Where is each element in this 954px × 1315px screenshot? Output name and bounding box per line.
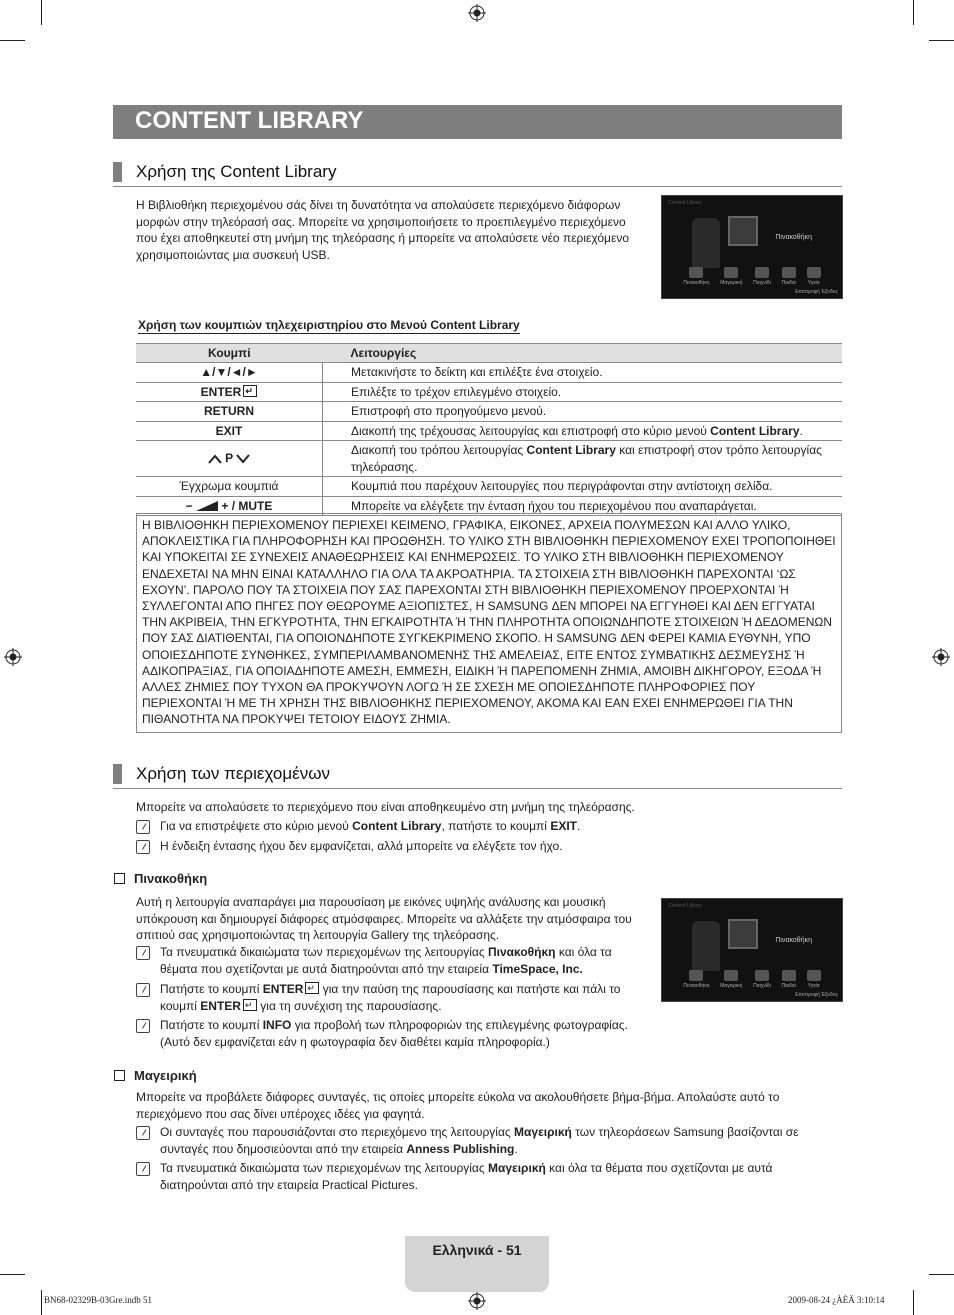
text-line: Αυτή η λειτουργία αναπαράγει μια παρουσίαση με εικόνες υψηλής ανάλυσης και μουσική xyxy=(136,895,606,909)
tv-footer: Επιστροφή Έξοδος xyxy=(795,992,838,998)
note: Πατήστε το κουμπί ENTER↵ για την παύση της παρουσίασης και πατήστε και πάλι το κουμπί ENTER↵ για τη συνέχιση της παρουσίασης. xyxy=(160,981,620,1014)
checkbox-bullet-icon xyxy=(114,1070,125,1081)
function-cell: Επιλέξτε το τρέχον επιλεγμένο στοιχείο. xyxy=(323,382,843,402)
tv-caption: Πινακοθήκη xyxy=(775,937,812,944)
tv-menu-bar xyxy=(662,266,842,286)
tv-menu-item: Μαγειρική xyxy=(720,267,742,286)
table-row xyxy=(136,363,842,383)
picture-frame-image xyxy=(728,919,758,949)
button-cell: − + / MUTE xyxy=(136,496,323,516)
chevron-down-icon xyxy=(236,454,250,464)
page-title-bar xyxy=(113,105,842,139)
plus-icon: + xyxy=(221,498,229,513)
tv-menu-item: Πινακοθήκη xyxy=(683,970,709,989)
table-row xyxy=(136,477,842,497)
table-row xyxy=(136,421,842,441)
note-icon xyxy=(136,1126,150,1140)
crop-mark xyxy=(0,1274,25,1275)
tv-menu-item: Υγεία xyxy=(807,267,821,286)
chair-image xyxy=(692,218,720,268)
button-cell: P xyxy=(136,441,323,477)
minus-icon: − xyxy=(185,498,193,513)
note-icon xyxy=(136,946,150,960)
tv-menu-item: Πινακοθήκη xyxy=(683,267,709,286)
tv-menu-item: Υγεία xyxy=(807,970,821,989)
table-header-row xyxy=(136,344,842,363)
note-icon xyxy=(136,1162,150,1176)
note: Τα πνευματικά δικαιώματα των περιεχομένων της λειτουργίας Πινακοθήκη και όλα τα θέματα που σχετίζονται με αυτά διατηρούνται από την εταιρεία TimeSpace, Inc. xyxy=(160,944,612,977)
function-cell: Διακοπή της τρέχουσας λειτουργίας και επιστροφή στο κύριο μενού Content Library. xyxy=(323,421,843,441)
note: Για να επιστρέψετε στο κύριο μενού Content Library, πατήστε το κουμπί EXIT. xyxy=(160,818,580,835)
tv-menu-item: Παιχνίδι xyxy=(753,267,771,286)
button-cell: ▲/▼/◄/► xyxy=(136,363,323,383)
note-icon xyxy=(136,820,150,834)
tv-screenshot xyxy=(661,195,843,299)
tv-top-label: Content Library xyxy=(668,200,703,206)
tv-menu-item: Μαγειρική xyxy=(720,970,742,989)
page-title: CONTENT LIBRARY xyxy=(135,107,364,134)
note: Τα πνευματικά δικαιώματα των περιεχομένων της λειτουργίας Μαγειρική και όλα τα θέματα που σχετίζονται με αυτά διατηρούνται από την εταιρεία Practical Pictures. xyxy=(160,1160,772,1193)
chevron-up-icon xyxy=(208,454,222,464)
col-function-header: Λειτουργίες xyxy=(323,344,843,363)
section-heading-text: Χρήση των περιεχομένων xyxy=(136,764,331,783)
col-button-header: Κουμπί xyxy=(136,344,323,363)
text-line: περιεχόμενο που σας δίνει υπέροχες ιδέες για φαγητά. xyxy=(136,1106,425,1121)
function-cell: Μετακινήστε το δείκτη και επιλέξτε ένα στοιχείο. xyxy=(323,363,843,383)
tv-top-label: Content Library xyxy=(668,903,703,909)
function-cell: Μπορείτε να ελέγξετε την ένταση ήχου του περιεχομένου που αναπαράγεται. xyxy=(323,496,843,516)
intro-paragraph xyxy=(136,197,656,263)
imprint-file: BN68-02329B-03Gre.indb 51 xyxy=(44,1295,152,1305)
note-icon xyxy=(136,840,150,854)
keys-subheading: Χρήση των κουμπιών τηλεχειριστηρίου στο Μενού Content Library xyxy=(138,318,520,332)
note: Πατήστε το κουμπί INFO για προβολή των πληροφοριών της επιλεγμένης φωτογραφίας. (Αυτό δεν εμφανίζεται εάν η φωτογραφία δεν διαθέτει καμία πληροφορία.) xyxy=(160,1017,628,1050)
button-cell: RETURN xyxy=(136,402,323,422)
section-heading-text: Χρήση της Content Library xyxy=(136,162,337,181)
note-icon xyxy=(136,983,150,997)
function-cell: Κουμπιά που παρέχουν λειτουργίες που περιγράφονται στην αντίστοιχη σελίδα. xyxy=(323,477,843,497)
table-row xyxy=(136,402,842,422)
disclaimer-box: Η ΒΙΒΛΙΟΘΗΚΗ ΠΕΡΙΕΧΟΜΕΝΟΥ ΠΕΡΙΕΧΕΙ ΚΕΙΜΕΝΟ, ΓΡΑΦΙΚΑ, ΕΙΚΟΝΕΣ, ΑΡΧΕΙΑ ΠΟΛΥΜΕΣΩΝ ΚΑΙ ΑΛΛΟ ΥΛΙΚΟ, ΑΠΟΚΛΕΙΣΤΙΚΑ ΓΙΑ ΠΛΗΡΟΦΟΡΗΣΗ ΚΑΙ ΠΡΟΩΘΗΣΗ. ΤΟ ΥΛΙΚΟ ΣΤΗ ΒΙΒΛΙΟΘΗΚΗ ΠΕΡΙΕΧΟΜΕΝΟΥ ΕΧΕΙ ΤΡΟΠΟΠΟΙΗΘΕΙ ΚΑΙ ΥΠΟΚΕΙΤΑΙ ΣΕ ΣΥΝΕΧΕΙΣ ΑΝΑΘΕΩΡΗΣΕΙΣ ΚΑΙ ΕΝΗΜΕΡΩΣΕΙΣ. ΤΟ ΥΛΙΚΟ ΣΤΗ ΒΙΒΛΙΟΘΗΚΗ ΠΕΡΙΕΧΟΜΕΝΟΥ ΕΝΔΕΧΕΤΑΙ ΝΑ ΜΗΝ ΕΙΝΑΙ ΚΑΤΑΛΛΗΛΟ ΓΙΑ ΟΛΑ ΤΑ ΑΚΡΟΑΤΗΡΙΑ. ΤΑ ΣΤΟΙΧΕΙΑ ΣΤΗ ΒΙΒΛΙΟΘΗΚΗ ΠΑΡΕΧΟΝΤΑΙ ‘ΩΣ ΕΧΟΥΝ’. ΠΑΡΟΛΟ ΠΟΥ ΤΑ ΣΤΟΙΧΕΙΑ ΠΟΥ ΣΑΣ ΠΑΡΕΧΟΝΤΑΙ ΣΤΗ ΒΙΒΛΙΟΘΗΚΗ ΠΕΡΙΕΧΟΜΕΝΟΥ ΠΡΟΕΡΧΟΝΤΑΙ Ή ΣΥΛΛΕΓΟΝΤΑΙ ΑΠΟ ΠΗΓΕΣ ΠΟΥ ΘΕΩΡΟΥΜΕ ΑΞΙΟΠΙΣΤΕΣ, Η SAMSUNG ΔΕΝ ΜΠΟΡΕΙ ΝΑ ΕΓΓΥΗΘΕΙ ΚΑΙ ΔΕΝ ΕΓΓΥΑΤΑΙ ΤΗΝ ΑΚΡΙΒΕΙΑ, ΤΗΝ ΕΓΚΥΡΟΤΗΤΑ, ΤΗΝ ΕΓΚΑΙΡΟΤΗΤΑ Ή ΤΗΝ ΠΛΗΡΟΤΗΤΑ ΟΠΟΙΩΝΔΗΠΟΤΕ ΣΤΟΙΧΕΙΩΝ Ή ΔΕΔΟΜΕΝΩΝ ΠΟΥ ΣΑΣ ΔΙΑΤΙΘΕΝΤΑΙ, ΓΙΑ ΟΠΟΙΟΝΔΗΠΟΤΕ ΣΥΓΚΕΚΡΙΜΕΝΟ ΣΚΟΠΟ. Η SAMSUNG ΔΕΝ ΦΕΡΕΙ ΚΑΜΙΑ ΕΥΘΥΝΗ, ΥΠΟ ΟΠΟΙΕΣΔΗΠΟΤΕ ΣΥΝΘΗΚΕΣ, ΣΥΜΠΕΡΙΛΑΜΒΑΝΟΜΕΝΗΣ ΤΗΣ ΑΜΕΛΕΙΑΣ, ΕΙΤΕ ΕΝΤΟΣ ΣΥΜΒΑΤΙΚΗΣ ΔΕΣΜΕΥΣΗΣ Ή ΑΔΙΚΟΠΡΑΞΙΑΣ, ΓΙΑ ΟΠΟΙΑΔΗΠΟΤΕ ΑΜΕΣΗ, ΕΜΜΕΣΗ, ΕΙΔΙΚΗ Ή ΠΑΡΕΠΟΜΕΝΗ ΖΗΜΙΑ, ΑΜΟΙΒΗ ΔΙΚΗΓΟΡΟΥ, ΕΞΟΔΑ Ή ΑΛΛΕΣ ΖΗΜΙΕΣ ΠΟΥ ΤΥΧΟΝ ΘΑ ΠΡΟΚΥΨΟΥΝ ΛΟΓΩ Ή ΣΕ ΣΧΕΣΗ ΜΕ ΟΠΟΙΕΣΔΗΠΟΤΕ ΠΛΗΡΟΦΟΡΙΕΣ ΠΟΥ ΠΕΡΙΕΧΟΝΤΑΙ Ή ΜΕ ΤΗ ΧΡΗΣΗ ΤΗΣ ΒΙΒΛΙΟΘΗΚΗΣ ΠΕΡΙΕΧΟΜΕΝΟΥ, ΑΚΟΜΑ ΚΑΙ ΕΑΝ ΕΧΕΙ ΕΝΗΜΕΡΩΘΕΙ ΓΙΑ ΤΗΝ ΠΙΘΑΝΟΤΗΤΑ ΝΑ ΠΡΟΚΥΨΕΙ ΤΕΤΟΙΟΥ ΕΙΔΟΥΣ ΖΗΜΙΑ. xyxy=(136,513,842,733)
crop-mark xyxy=(41,0,42,25)
crop-mark xyxy=(929,40,954,41)
section-heading xyxy=(113,162,842,187)
text-line: χρησιμοποιώντας μια συσκευή USB. xyxy=(136,247,330,262)
enter-icon xyxy=(243,999,257,1011)
text-line: υπόκρουση και δημιουργεί διάφορες ατμόσφαιρες. Μπορείτε να αλλάξετε την ατμόσφαιρα του xyxy=(136,911,632,926)
crop-mark xyxy=(913,1290,914,1315)
tv-caption: Πινακοθήκη xyxy=(775,234,812,241)
picture-frame-image xyxy=(728,216,758,246)
text-line: που έχει αποθηκευτεί στη μνήμη της τηλεόρασης ή μπορείτε να απολαύσετε νέο περιεχόμενο xyxy=(136,231,629,245)
checkbox-bullet-icon xyxy=(114,873,125,884)
crop-mark xyxy=(929,1274,954,1275)
tv-menu-bar xyxy=(662,969,842,989)
volume-ramp-icon xyxy=(196,501,218,511)
tv-screenshot xyxy=(661,898,843,1002)
cooking-paragraph xyxy=(136,1089,779,1122)
function-cell: Διακοπή του τρόπου λειτουργίας Content Library και επιστροφή στον τρόπο λειτουργίας τηλεόρασης. xyxy=(323,441,843,477)
heading-marker xyxy=(113,764,122,784)
button-cell: EXIT xyxy=(136,421,323,441)
table-row xyxy=(136,441,842,477)
page-number-tab xyxy=(405,1236,549,1292)
button-cell: ENTER↵ xyxy=(136,382,323,402)
note: Η ένδειξη έντασης ήχου δεν εμφανίζεται, αλλά μπορείτε να ελέγξετε τον ήχο. xyxy=(160,838,563,855)
section2-intro: Μπορείτε να απολαύσετε το περιεχόμενο που είναι αποθηκευμένο στη μνήμη της τηλεόρασης. xyxy=(136,800,635,814)
function-cell: Επιστροφή στο προηγούμενο μενού. xyxy=(323,402,843,422)
tv-footer: Επιστροφή Έξοδος xyxy=(795,289,838,295)
section-heading xyxy=(113,764,842,789)
note-icon xyxy=(136,1019,150,1033)
registration-mark-icon xyxy=(932,648,950,666)
crop-mark xyxy=(913,0,914,25)
registration-mark-icon xyxy=(468,1292,486,1310)
text-line: Μπορείτε να προβάλετε διάφορες συνταγές, τις οποίες μπορείτε εύκολα να ακολουθήσετε βήμα-βήμα. Απολαύστε αυτό το xyxy=(136,1090,780,1104)
heading-marker xyxy=(113,162,122,182)
imprint-date: 2009-08-24 ¿ÀÈÄ 3:10:14 xyxy=(788,1295,885,1305)
bullet-heading: Μαγειρική xyxy=(114,1068,197,1083)
gallery-paragraph xyxy=(136,894,656,944)
keys-table xyxy=(136,343,842,516)
tv-menu-item: Παιδιά xyxy=(782,970,796,989)
tv-menu-item: Παιδιά xyxy=(782,267,796,286)
button-cell: Έγχρωμα κουμπιά xyxy=(136,477,323,497)
page-number: Ελληνικά - 51 xyxy=(432,1242,522,1258)
registration-mark-icon xyxy=(4,648,22,666)
text-line: Η Βιβλιοθήκη περιεχομένου σάς δίνει τη δυνατότητα να απολαύσετε περιεχόμενο διάφορων xyxy=(136,198,621,212)
enter-icon xyxy=(305,982,319,994)
note: Οι συνταγές που παρουσιάζονται στο περιεχόμενο της λειτουργίας Μαγειρική των τηλεοράσεων Samsung βασίζονται σε συνταγές που δημοσιεύονται από την εταιρεία Anness Publishing. xyxy=(160,1124,799,1157)
crop-mark xyxy=(0,40,25,41)
text-line: μορφών στην τηλεόρασή σας. Μπορείτε να χρησιμοποιήσετε το προεπιλεγμένο περιεχόμενο xyxy=(136,214,626,229)
crop-mark xyxy=(41,1290,42,1315)
text-line: σπιτιού σας χρησιμοποιώντας τη λειτουργία Gallery της τηλεόρασης. xyxy=(136,928,500,942)
bullet-heading: Πινακοθήκη xyxy=(114,871,207,886)
tv-menu-item: Παιχνίδι xyxy=(753,970,771,989)
chair-image xyxy=(692,921,720,971)
table-row xyxy=(136,382,842,402)
registration-mark-icon xyxy=(468,4,486,22)
enter-icon xyxy=(243,385,257,397)
